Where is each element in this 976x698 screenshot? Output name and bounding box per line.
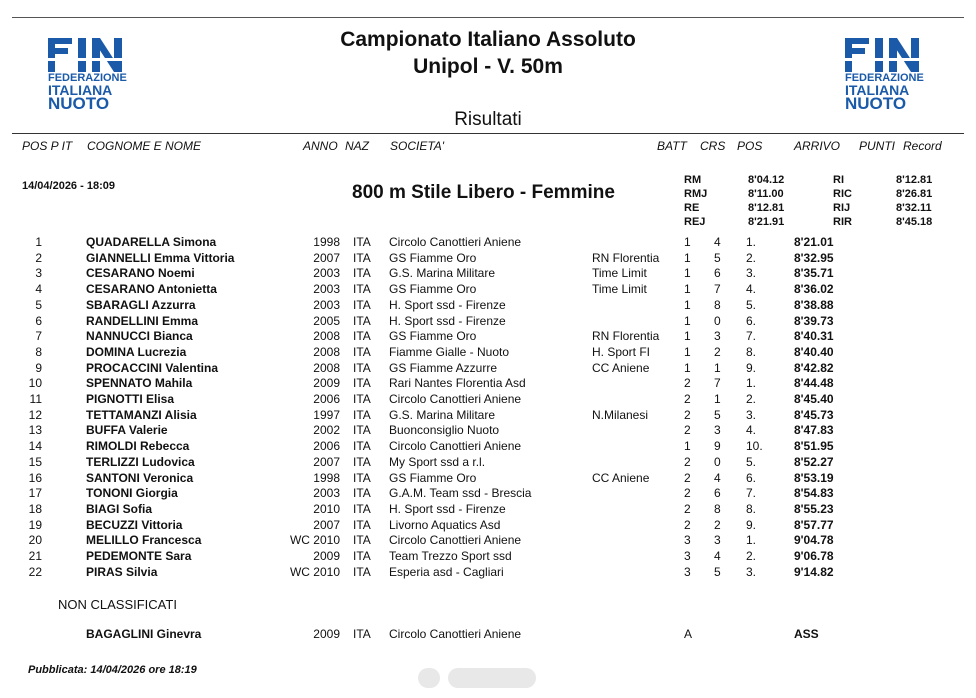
row-lane: 8 (714, 297, 721, 312)
row-heat-rank: 5. (746, 297, 757, 312)
table-row (0, 565, 976, 581)
row-time: 8'21.01 (794, 235, 834, 249)
row-athlete-name: PIGNOTTI Elisa (86, 392, 175, 406)
row-heat: 3 (684, 533, 691, 548)
row-athlete-name: CESARANO Noemi (86, 266, 195, 281)
row-heat: 3 (684, 549, 691, 563)
row-time: 9'14.82 (794, 564, 834, 579)
row-secondary-club: RN Florentia (592, 329, 660, 344)
row-time: 8'39.73 (794, 313, 834, 328)
col-batt: BATT (657, 139, 687, 153)
row-lane: 5 (714, 250, 721, 265)
row-time: 8'54.83 (794, 486, 834, 501)
row-nation: ITA (353, 376, 371, 391)
row-secondary-club: CC Aniene (592, 470, 650, 485)
row-club: H. Sport ssd - Firenze (389, 501, 506, 516)
row-heat-rank: 7. (746, 329, 757, 344)
row-athlete-name: MELILLO Francesca (86, 533, 202, 548)
row-heat: 2 (684, 501, 691, 516)
row-athlete-name: QUADARELLA Simona (86, 235, 217, 249)
page-title-line-1: Campionato Italiano Assoluto (340, 28, 636, 51)
header-rule (12, 133, 964, 134)
table-row (0, 533, 976, 549)
table-row (0, 251, 976, 267)
row-heat: 1 (684, 439, 691, 454)
row-athlete-name: SBARAGLI Azzurra (86, 297, 196, 312)
table-row (0, 235, 976, 251)
row-nation: ITA (353, 360, 371, 375)
row-time: 9'04.78 (794, 533, 834, 548)
row-nation: ITA (353, 329, 371, 344)
record-time: 8'32.11 (896, 202, 932, 214)
table-row (0, 392, 976, 408)
row-position: 17 (28, 486, 42, 501)
row-nation: ITA (353, 407, 371, 422)
row-club: Esperia asd - Cagliari (389, 564, 504, 579)
record-time: 8'11.00 (748, 188, 784, 200)
row-athlete-name: PROCACCINI Valentina (86, 360, 219, 375)
table-row (0, 627, 976, 643)
row-birth-year: 2010 (313, 501, 340, 516)
row-heat-rank: 3. (746, 266, 757, 281)
row-club: Circolo Canottieri Aniene (389, 392, 522, 406)
row-lane: 2 (714, 517, 721, 532)
row-time: 8'57.77 (794, 517, 834, 532)
row-heat: 1 (684, 313, 691, 328)
row-nation: ITA (353, 627, 371, 641)
row-heat-rank: 5. (746, 454, 757, 469)
row-athlete-name: TETTAMANZI Alisia (86, 407, 197, 422)
row-club: My Sport ssd a r.l. (389, 454, 486, 469)
row-time: ASS (794, 627, 819, 641)
row-nation: ITA (353, 266, 371, 281)
table-row (0, 423, 976, 439)
row-time: 8'32.95 (794, 250, 834, 265)
row-athlete-name: GIANNELLI Emma Vittoria (86, 250, 235, 265)
row-nation: ITA (353, 454, 371, 469)
row-heat-rank: 6. (746, 470, 757, 485)
row-heat-rank: 9. (746, 517, 757, 532)
row-heat: 1 (684, 235, 691, 249)
row-heat: 1 (684, 266, 691, 281)
row-nation: ITA (353, 297, 371, 312)
row-lane: 5 (714, 564, 721, 579)
record-time: 8'12.81 (748, 202, 785, 214)
row-athlete-name: SANTONI Veronica (86, 470, 194, 485)
row-birth-year: 2007 (313, 454, 340, 469)
row-time: 8'35.71 (794, 266, 834, 281)
table-row (0, 502, 976, 518)
row-nation: ITA (353, 564, 371, 579)
row-lane: 0 (714, 454, 721, 469)
record-code: RIC (833, 188, 852, 200)
row-club: GS Fiamme Oro (389, 470, 477, 485)
table-row (0, 439, 976, 455)
row-heat-rank: 1. (746, 376, 757, 391)
row-time: 8'36.02 (794, 282, 834, 297)
row-time: 8'45.73 (794, 407, 834, 422)
row-secondary-club: H. Sport FI (592, 344, 651, 359)
row-time: 8'44.48 (794, 376, 834, 391)
record-time: 8'45.18 (896, 216, 933, 228)
row-heat-rank: 2. (746, 250, 757, 265)
row-club: Fiamme Gialle - Nuoto (389, 344, 510, 359)
row-athlete-name: SPENNATO Mahila (86, 376, 193, 391)
row-club: Rari Nantes Florentia Asd (389, 376, 526, 391)
row-time: 9'06.78 (794, 549, 834, 563)
row-heat-rank: 9. (746, 360, 757, 375)
row-secondary-club: Time Limit (592, 282, 647, 297)
record-time: 8'04.12 (748, 174, 785, 186)
table-row (0, 549, 976, 565)
row-athlete-name: BAGAGLINI Ginevra (86, 627, 202, 641)
row-nation: ITA (353, 549, 371, 563)
row-athlete-name: TONONI Giorgia (86, 486, 178, 501)
row-lane: 7 (714, 376, 721, 391)
col-naz: NAZ (345, 139, 369, 153)
row-lane: 9 (714, 439, 721, 454)
table-row (0, 361, 976, 377)
row-birth-year: 1998 (313, 470, 340, 485)
row-athlete-name: BECUZZI Vittoria (86, 517, 183, 532)
row-birth-year: 2008 (313, 344, 340, 359)
row-nation: ITA (353, 423, 371, 438)
record-code: RMJ (684, 188, 708, 200)
table-row (0, 518, 976, 534)
row-birth-year: 2003 (313, 282, 340, 297)
row-birth-year: 2008 (313, 360, 340, 375)
row-athlete-name: RANDELLINI Emma (86, 313, 199, 328)
col-record: Record (903, 139, 942, 153)
logo-line-1: FEDERAZIONE (48, 72, 127, 84)
row-time: 8'51.95 (794, 439, 834, 454)
row-lane: 4 (714, 235, 721, 249)
table-row (0, 455, 976, 471)
row-position: 16 (28, 470, 42, 485)
row-secondary-club: CC Aniene (592, 360, 650, 375)
published-footer: Pubblicata: 14/04/2026 ore 18:19 (28, 664, 197, 676)
row-position: 10 (28, 376, 42, 391)
row-lane: 8 (714, 501, 721, 516)
row-position: 1 (35, 235, 42, 249)
row-position: 14 (28, 439, 42, 454)
row-nation: ITA (353, 439, 371, 454)
row-lane: 1 (714, 360, 721, 375)
row-position: 4 (35, 282, 42, 297)
table-row (0, 376, 976, 392)
row-position: 21 (28, 549, 42, 563)
table-row (0, 266, 976, 282)
row-nation: ITA (353, 392, 371, 406)
col-punti: PUNTI (859, 139, 895, 153)
row-athlete-name: NANNUCCI Bianca (86, 329, 193, 344)
row-club: G.S. Marina Militare (389, 407, 496, 422)
row-lane: 4 (714, 470, 721, 485)
row-position: 5 (35, 297, 42, 312)
row-heat-rank: 2. (746, 549, 757, 563)
table-row (0, 408, 976, 424)
row-athlete-name: RIMOLDI Rebecca (86, 439, 190, 454)
table-row (0, 282, 976, 298)
row-nation: ITA (353, 344, 371, 359)
row-position: 19 (28, 517, 42, 532)
row-position: 22 (28, 564, 42, 579)
row-position: 8 (35, 344, 42, 359)
col-arrivo: ARRIVO (794, 139, 841, 153)
row-time: 8'40.40 (794, 344, 834, 359)
row-birth-year: 1998 (313, 235, 340, 249)
row-heat-rank: 1. (746, 235, 757, 249)
row-club: Livorno Aquatics Asd (389, 517, 501, 532)
row-club: Circolo Canottieri Aniene (389, 533, 522, 548)
row-time: 8'40.31 (794, 329, 834, 344)
row-birth-year: 2005 (313, 313, 340, 328)
row-time: 8'38.88 (794, 297, 834, 312)
row-nation: ITA (353, 250, 371, 265)
row-heat: 2 (684, 423, 691, 438)
row-position: 2 (35, 250, 42, 265)
col-pos: POS (737, 139, 763, 153)
row-time: 8'47.83 (794, 423, 834, 438)
row-birth-year: WC 2010 (289, 533, 340, 548)
record-code: RIR (833, 216, 852, 228)
record-code: RM (684, 174, 702, 186)
page-title-line-2: Unipol - V. 50m (413, 55, 563, 78)
record-code: RI (833, 174, 844, 186)
row-nation: ITA (353, 282, 371, 297)
row-nation: ITA (353, 517, 371, 532)
row-heat: 1 (684, 329, 691, 344)
logo-line-3: NUOTO (48, 94, 110, 113)
row-athlete-name: BUFFA Valerie (86, 423, 168, 438)
row-heat: 2 (684, 392, 691, 406)
row-heat: 1 (684, 344, 691, 359)
row-club: Circolo Canottieri Aniene (389, 235, 522, 249)
row-heat: A (684, 627, 693, 641)
table-row (0, 298, 976, 314)
row-position: 11 (29, 392, 42, 406)
event-timestamp: 14/04/2026 - 18:09 (22, 180, 115, 192)
row-time: 8'42.82 (794, 360, 834, 375)
row-nation: ITA (353, 235, 371, 249)
table-row (0, 314, 976, 330)
row-lane: 0 (714, 313, 721, 328)
table-row (0, 329, 976, 345)
blurred-mark (448, 668, 536, 688)
row-nation: ITA (353, 313, 371, 328)
row-club: H. Sport ssd - Firenze (389, 313, 506, 328)
row-time: 8'45.40 (794, 392, 834, 406)
row-athlete-name: CESARANO Antonietta (86, 282, 217, 297)
row-heat-rank: 1. (746, 533, 757, 548)
row-nation: ITA (353, 533, 371, 548)
row-heat: 3 (684, 564, 691, 579)
row-heat: 2 (684, 454, 691, 469)
row-heat: 1 (684, 297, 691, 312)
row-heat: 2 (684, 486, 691, 501)
row-lane: 3 (714, 533, 721, 548)
logo-line-2: ITALIANA (845, 82, 910, 98)
row-athlete-name: PEDEMONTE Sara (86, 549, 192, 563)
row-athlete-name: PIRAS Silvia (86, 564, 158, 579)
row-position: 20 (28, 533, 42, 548)
row-heat: 1 (684, 360, 691, 375)
row-birth-year: 2002 (313, 423, 340, 438)
row-heat: 2 (684, 407, 691, 422)
row-lane: 5 (714, 407, 721, 422)
row-position: 18 (28, 501, 42, 516)
row-lane: 6 (714, 486, 721, 501)
row-lane: 3 (714, 329, 721, 344)
record-time: 8'21.91 (748, 216, 785, 228)
row-club: GS Fiamme Azzurre (389, 360, 498, 375)
row-nation: ITA (353, 486, 371, 501)
row-birth-year: 2009 (313, 549, 340, 563)
col-anno: ANNO (303, 139, 338, 153)
row-heat-rank: 6. (746, 313, 757, 328)
row-heat: 1 (684, 250, 691, 265)
logo-line-2: ITALIANA (48, 82, 113, 98)
event-title: 800 m Stile Libero - Femmine (352, 182, 615, 203)
col-pos-p-it: POS P IT (22, 139, 73, 153)
row-time: 8'55.23 (794, 501, 834, 516)
row-athlete-name: TERLIZZI Ludovica (86, 454, 195, 469)
row-nation: ITA (353, 501, 371, 516)
col-crs: CRS (700, 139, 726, 153)
row-lane: 6 (714, 266, 721, 281)
row-club: GS Fiamme Oro (389, 250, 477, 265)
row-heat: 2 (684, 517, 691, 532)
row-club: Team Trezzo Sport ssd (389, 549, 512, 563)
table-row (0, 471, 976, 487)
table-row (0, 345, 976, 361)
row-secondary-club: RN Florentia (592, 250, 660, 265)
row-position: 9 (35, 360, 42, 375)
col-societa: SOCIETA' (390, 139, 445, 153)
row-secondary-club: N.Milanesi (592, 407, 649, 422)
blurred-mark (418, 668, 440, 688)
row-position: 12 (28, 407, 42, 422)
row-birth-year: 2009 (313, 376, 340, 391)
row-lane: 1 (714, 392, 721, 406)
row-club: Buonconsiglio Nuoto (389, 423, 500, 438)
row-birth-year: 2003 (313, 266, 340, 281)
row-birth-year: 2003 (313, 486, 340, 501)
record-time: 8'26.81 (896, 188, 933, 200)
row-lane: 7 (714, 282, 721, 297)
row-birth-year: 2009 (313, 627, 340, 641)
row-heat-rank: 4. (746, 423, 757, 438)
row-heat: 2 (684, 376, 691, 391)
row-position: 15 (28, 454, 42, 469)
row-birth-year: 2008 (313, 329, 340, 344)
row-position: 7 (35, 329, 42, 344)
table-row (0, 486, 976, 502)
non-classified-label: NON CLASSIFICATI (58, 597, 177, 612)
row-heat-rank: 10. (746, 439, 763, 454)
record-time: 8'12.81 (896, 174, 933, 186)
row-club: H. Sport ssd - Firenze (389, 297, 506, 312)
row-heat-rank: 3. (746, 407, 757, 422)
row-club: GS Fiamme Oro (389, 282, 477, 297)
record-code: RIJ (833, 202, 851, 214)
row-club: Circolo Canottieri Aniene (389, 439, 522, 454)
record-code: REJ (684, 216, 706, 228)
row-nation: ITA (353, 470, 371, 485)
row-heat-rank: 2. (746, 392, 757, 406)
row-heat: 2 (684, 470, 691, 485)
row-club: G.S. Marina Militare (389, 266, 496, 281)
row-position: 13 (28, 423, 42, 438)
top-rule (12, 17, 964, 18)
row-athlete-name: DOMINA Lucrezia (86, 344, 187, 359)
row-birth-year: 2007 (313, 517, 340, 532)
row-birth-year: 2006 (313, 439, 340, 454)
row-heat-rank: 3. (746, 564, 757, 579)
record-code: RE (684, 202, 700, 214)
row-birth-year: WC 2010 (289, 564, 340, 579)
row-athlete-name: BIAGI Sofia (86, 501, 153, 516)
row-secondary-club: Time Limit (592, 266, 647, 281)
row-heat-rank: 7. (746, 486, 757, 501)
row-heat-rank: 8. (746, 344, 757, 359)
row-position: 6 (35, 313, 42, 328)
row-heat: 1 (684, 282, 691, 297)
row-heat-rank: 8. (746, 501, 757, 516)
row-lane: 2 (714, 344, 721, 359)
row-birth-year: 2007 (313, 250, 340, 265)
row-club: G.A.M. Team ssd - Brescia (389, 486, 532, 501)
page-subtitle: Risultati (454, 109, 522, 130)
logo-line-1: FEDERAZIONE (845, 72, 924, 84)
row-lane: 3 (714, 423, 721, 438)
row-birth-year: 2006 (313, 392, 340, 406)
row-club: GS Fiamme Oro (389, 329, 477, 344)
row-time: 8'52.27 (794, 454, 834, 469)
col-name: COGNOME E NOME (87, 139, 202, 153)
row-birth-year: 2003 (313, 297, 340, 312)
logo-line-3: NUOTO (845, 94, 907, 113)
row-club: Circolo Canottieri Aniene (389, 627, 522, 641)
row-birth-year: 1997 (313, 407, 340, 422)
row-heat-rank: 4. (746, 282, 757, 297)
row-time: 8'53.19 (794, 470, 834, 485)
row-position: 3 (35, 266, 42, 281)
row-lane: 4 (714, 549, 721, 563)
